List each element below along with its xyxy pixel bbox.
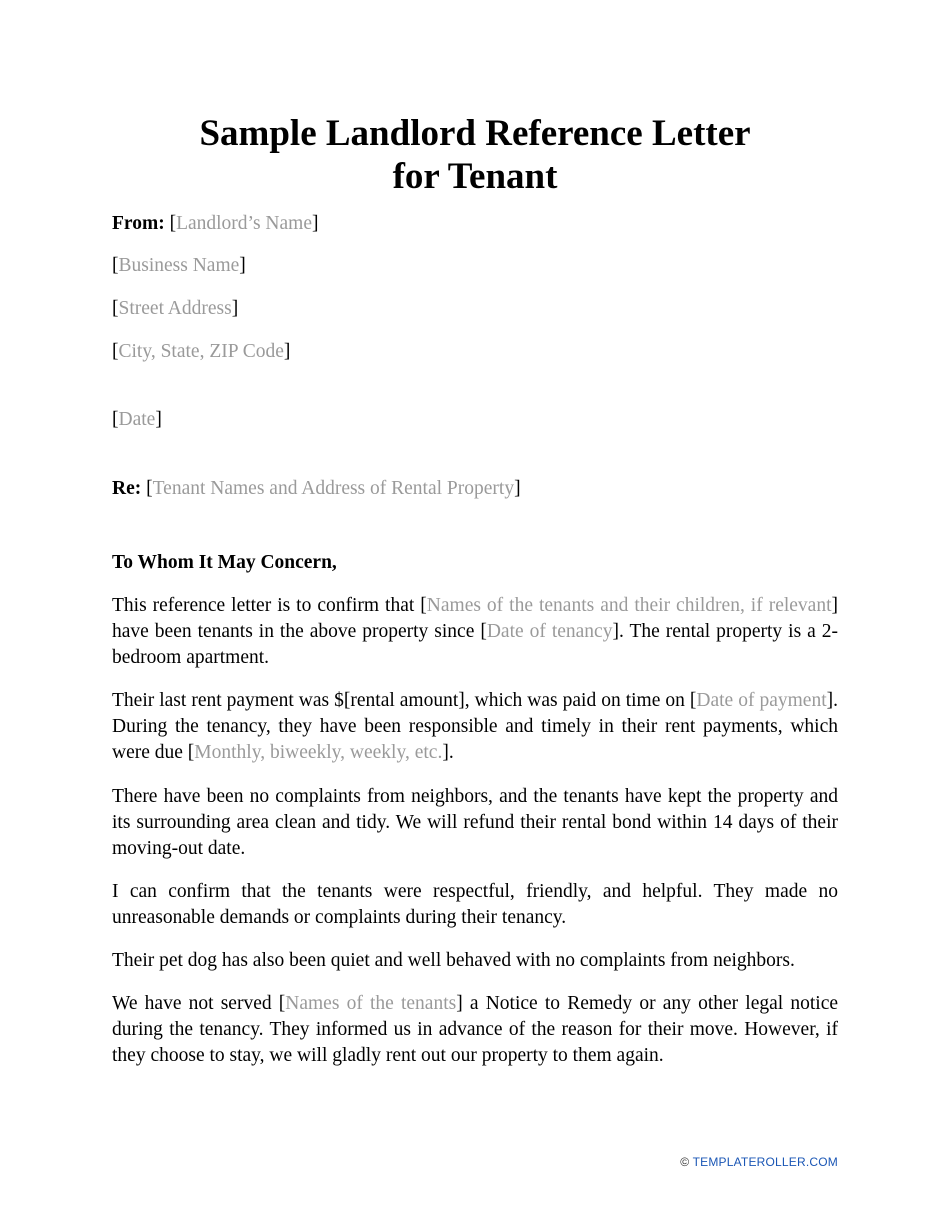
street-address-line: [Street Address] (112, 298, 239, 319)
date-line: [Date] (112, 409, 162, 430)
re-line: Re: [Tenant Names and Address of Rental Property] (112, 478, 521, 499)
p1-text-2: have been tenants in the above property since (112, 621, 481, 642)
p6-text-2: a Notice to Remedy or any other legal notice during the tenancy. They informed us in advance of the reason for their move. However, if they choose to stay, we will gladly rent out our property to them again. (112, 993, 839, 1066)
payment-frequency-placeholder: Monthly, biweekly, weekly, etc. (194, 742, 443, 763)
footer-site-link[interactable]: TEMPLATEROLLER.COM (692, 1155, 838, 1169)
paragraph-1: This reference letter is to confirm that [Names of the tenants and their children, if relevant] have been tenants in the above property since [Date of tenancy]. The rental property is a 2-bedroom apartment. (112, 595, 839, 668)
p1-text-1: This reference letter is to confirm that (112, 595, 421, 616)
p2-text-2: . During the tenancy, they have been responsible and timely in their rent payments, which were due (112, 690, 838, 763)
business-name-line: [Business Name] (112, 255, 246, 276)
business-name-placeholder: Business Name (118, 255, 240, 276)
date-of-tenancy-placeholder: Date of tenancy (486, 621, 613, 642)
re-label: Re: (112, 478, 142, 499)
tenant-names-placeholder: Names of the tenants and their children, if relevant (426, 595, 832, 616)
from-line: From: [Landlord’s Name] (112, 213, 319, 234)
re-placeholder: Tenant Names and Address of Rental Property (152, 478, 515, 499)
p1-text-3: . The rental property is a 2-bedroom apartment. (112, 621, 839, 668)
paragraph-2: Their last rent payment was $[rental amount], which was paid on time on [Date of payment]. During the tenancy, they have been responsible and timely in their rent payments, which were due [Monthly, biweekly, weekly, etc.]. (112, 690, 838, 763)
paragraph-6: We have not served [Names of the tenants] a Notice to Remedy or any other legal notice during the tenancy. They informed us in advance of the reason for their move. However, if they choose to stay, we will gladly rent out our property to them again. (112, 993, 839, 1066)
paragraph-5: Their pet dog has also been quiet and well behaved with no complaints from neighbors. (112, 950, 795, 971)
copyright-symbol: © (680, 1155, 690, 1169)
p6-text-1: We have not served (112, 993, 279, 1014)
title-line-2: for Tenant (392, 156, 558, 197)
from-label: From: (112, 213, 165, 234)
date-of-payment-placeholder: Date of payment (696, 690, 827, 711)
paragraph-4: I can confirm that the tenants were respectful, friendly, and helpful. They made no unreasonable demands or complaints during their tenancy. (112, 881, 838, 928)
salutation: To Whom It May Concern, (112, 552, 337, 573)
title-line-1: Sample Landlord Reference Letter (199, 113, 751, 154)
paragraph-3: There have been no complaints from neighbors, and the tenants have kept the property and its surrounding area clean and tidy. We will refund their rental bond within 14 days of their moving-out date. (112, 786, 838, 859)
city-state-zip-line: [City, State, ZIP Code] (112, 341, 291, 362)
date-placeholder: Date (118, 409, 156, 430)
p2-text-1: Their last rent payment was $[rental amount], which was paid on time on (112, 690, 690, 711)
landlord-name-placeholder: Landlord’s Name (176, 213, 312, 234)
footer-credit (680, 1155, 838, 1169)
p2-text-3: . (448, 742, 454, 763)
tenant-names-placeholder-2: Names of the tenants (285, 993, 457, 1014)
city-state-zip-placeholder: City, State, ZIP Code (118, 341, 284, 362)
page-title (112, 112, 838, 198)
street-address-placeholder: Street Address (118, 298, 232, 319)
